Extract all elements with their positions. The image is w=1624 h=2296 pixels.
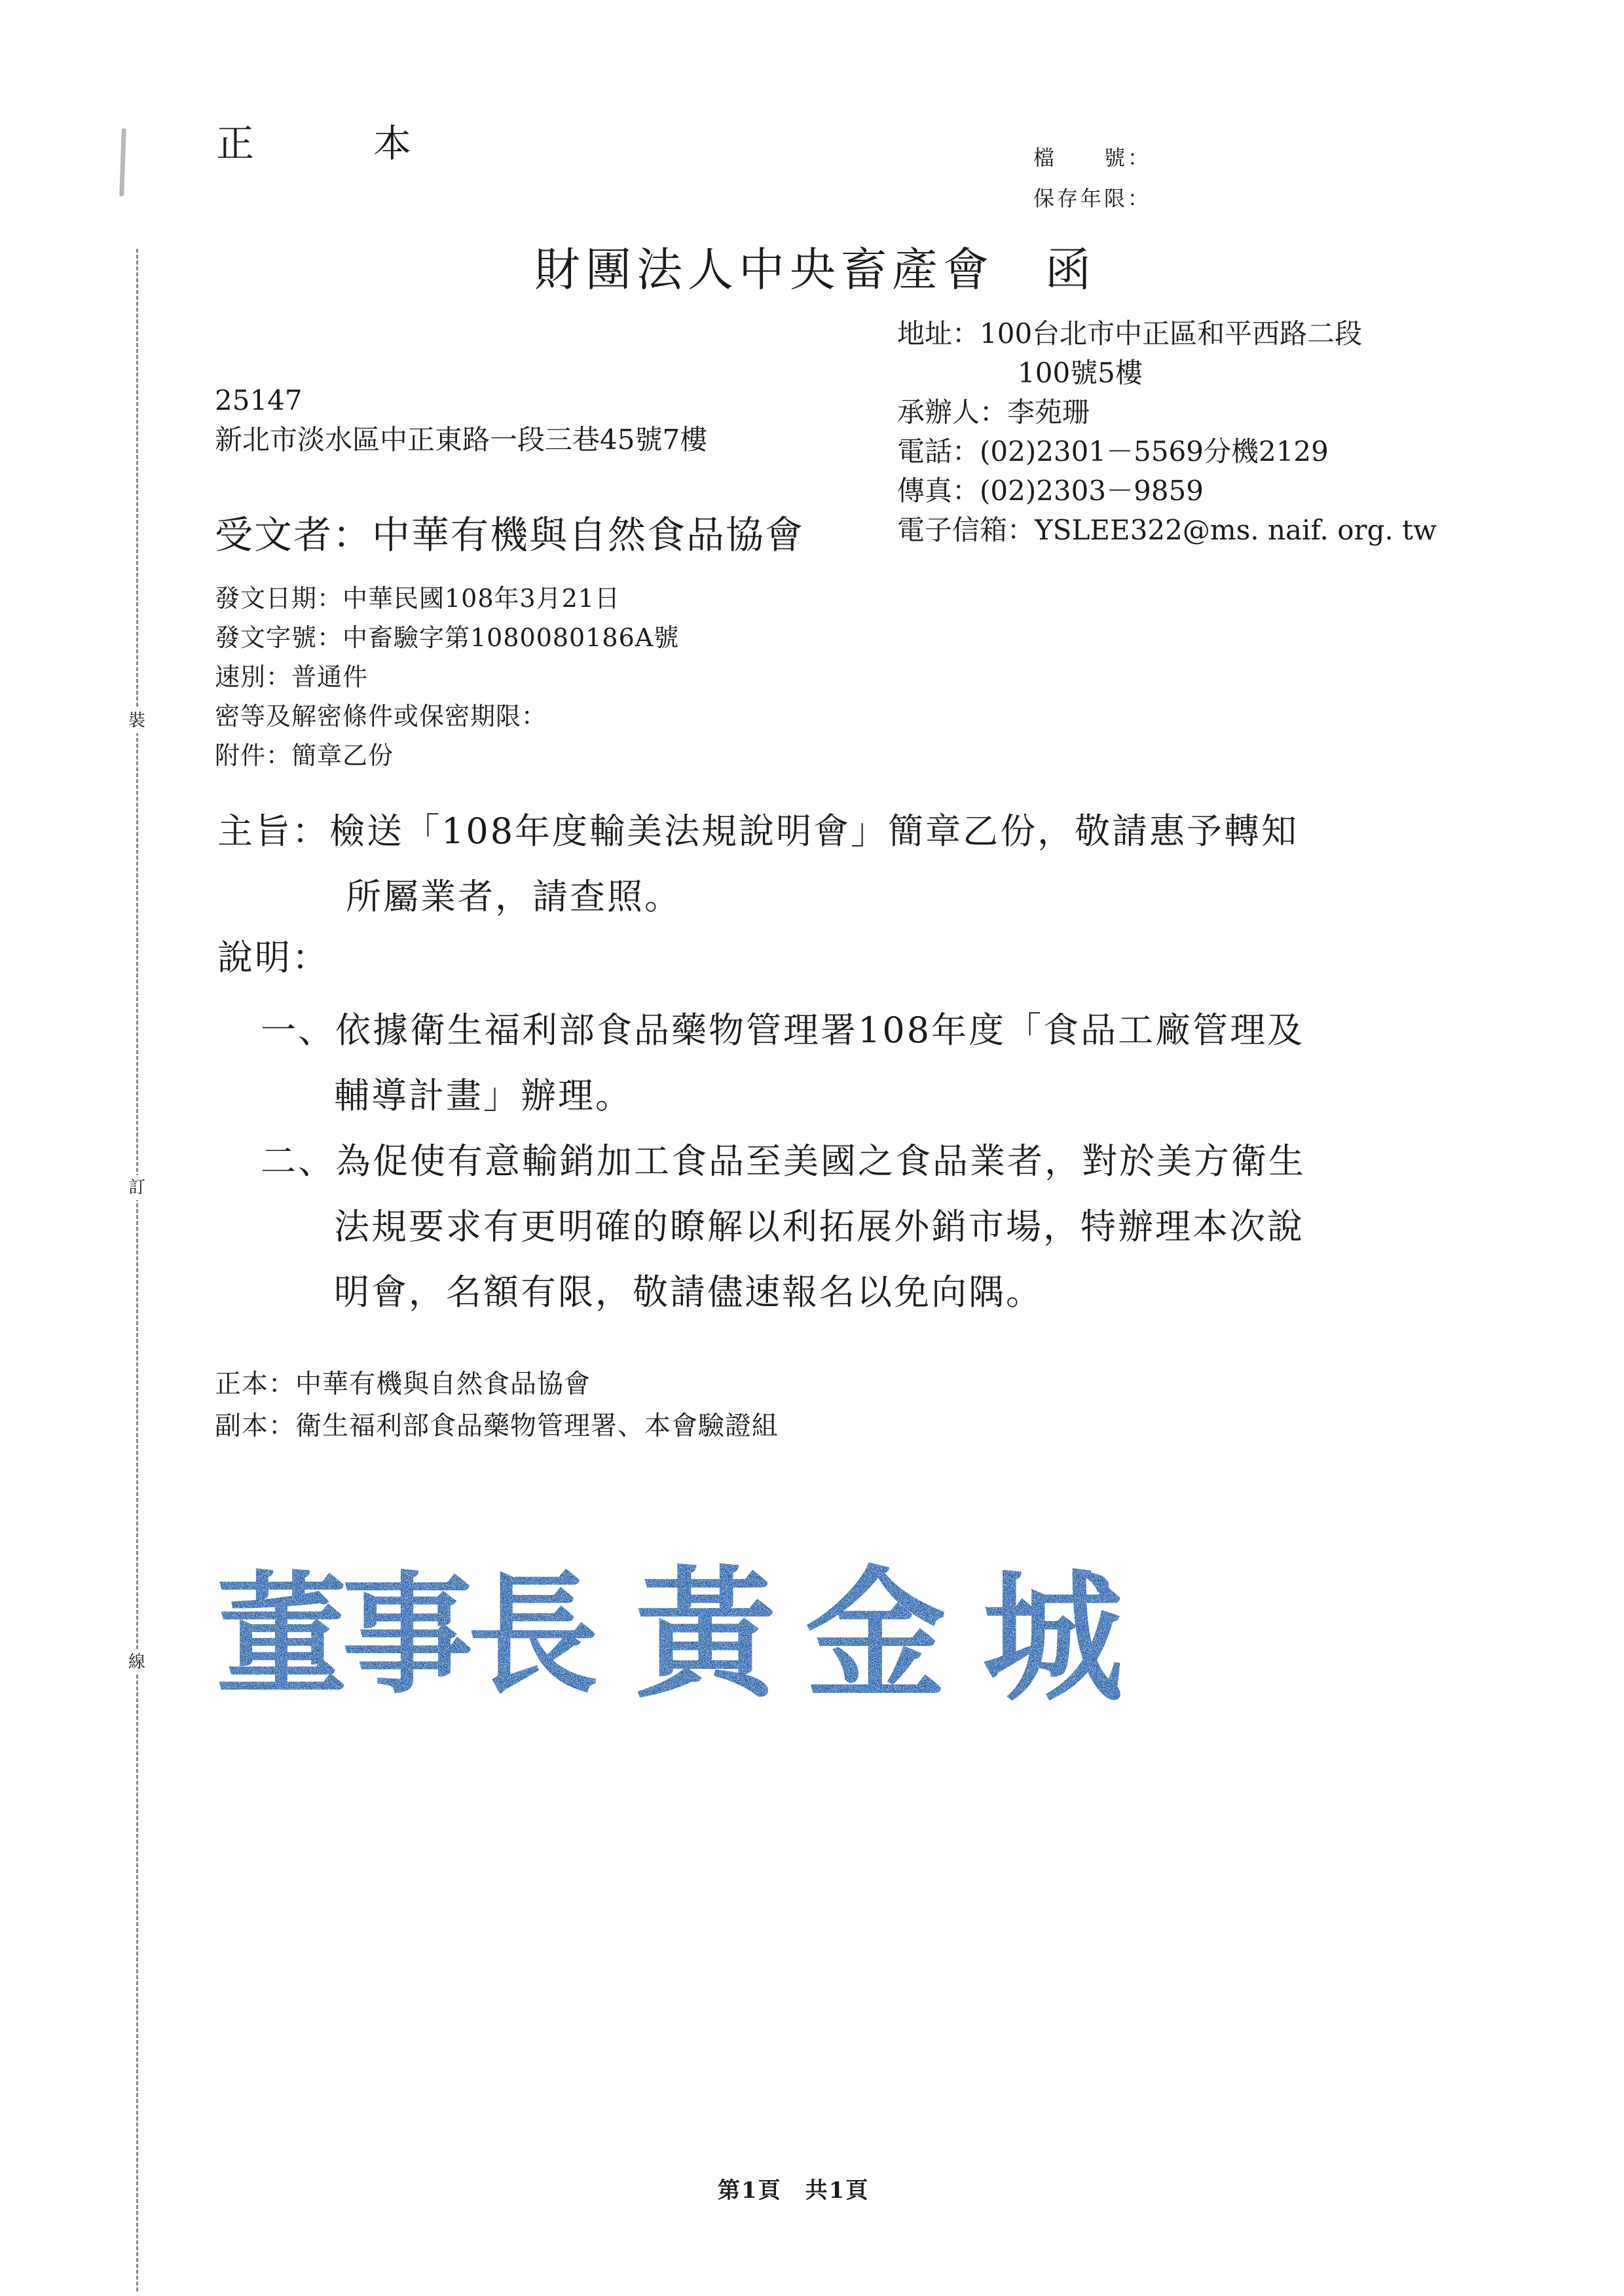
pencil-mark (119, 128, 126, 196)
fax: 傳真：(02)2303－9859 (897, 475, 1204, 507)
page-footer: 第1頁 共1頁 (718, 2178, 870, 2204)
explanation-label: 說明： (217, 937, 329, 978)
explanation-item1-line1: 一、依據衛生福利部食品藥物管理署108年度「食品工廠管理及 (261, 1010, 1305, 1051)
distribution (215, 1363, 779, 1447)
sender-contact-block (897, 314, 1437, 550)
email: 電子信箱：YSLEE322@ms. naif. org. tw (897, 514, 1437, 546)
explanation-item (261, 998, 1306, 1129)
subject-line1: 主旨：檢送「108年度輸美法規說明會」簡章乙份，敬請惠予轉知 (217, 811, 1299, 852)
explanation-item (261, 1129, 1306, 1325)
binding-mark-zhuang: 裝 (128, 708, 145, 733)
retention-period-label: 保存年限： (1033, 186, 1152, 211)
binding-mark-xian: 線 (128, 1650, 145, 1675)
phone: 電話：(02)2301－5569分機2129 (897, 435, 1329, 467)
signature-graphic (210, 1540, 1205, 1710)
issue-date: 發文日期：中華民國108年3月21日 (215, 584, 621, 613)
original-recipient: 正本：中華有機與自然食品協會 (215, 1369, 591, 1399)
binding-mark-ding: 訂 (128, 1175, 145, 1200)
copy-recipients: 副本：衛生福利部食品藥物管理署、本會驗證組 (215, 1411, 779, 1441)
svg-text:城: 城 (982, 1555, 1123, 1710)
file-fields (1033, 137, 1151, 219)
recipient-street-address: 新北市淡水區中正東路一段三巷45號7樓 (215, 424, 708, 456)
handler: 承辦人：李苑珊 (897, 396, 1090, 428)
subject (217, 799, 1299, 930)
explanation-item1-line2: 輔導計畫」辦理。 (334, 1075, 633, 1116)
binding-line (136, 249, 138, 2291)
chairman-signature-stamp (210, 1540, 1205, 1710)
subject-line2: 所屬業者，請查照。 (346, 876, 682, 917)
sender-address-line1: 地址：100台北市中正區和平西路二段 (897, 318, 1363, 350)
original-copy-mark: 正 本 (216, 121, 452, 166)
secrecy-level: 密等及解密條件或保密期限： (215, 702, 547, 731)
document-number: 發文字號：中畜驗字第1080080186A號 (215, 623, 680, 652)
file-number-label: 檔 號： (1033, 145, 1152, 170)
explanation-item2-line1: 二、為促使有意輸銷加工食品至美國之食品業者，對於美方衛生 (261, 1140, 1306, 1182)
svg-text:黃: 黃 (635, 1552, 776, 1710)
explanation-item2-line2: 法規要求有更明確的瞭解以利拓展外銷市場，特辦理本次說 (334, 1206, 1304, 1247)
attachment: 附件：簡章乙份 (215, 741, 394, 770)
document-title: 財團法人中央畜產會 函 (534, 243, 1096, 297)
document-meta (215, 579, 679, 775)
recipient-address (215, 381, 707, 460)
delivery-speed: 速別：普通件 (215, 663, 369, 691)
svg-text:金: 金 (805, 1552, 946, 1710)
svg-text:董事長: 董事長 (216, 1558, 594, 1710)
recipient-postcode: 25147 (215, 384, 303, 416)
sender-address-line2: 100號5樓 (1018, 357, 1143, 389)
explanation-item2-line3: 明會，名額有限，敬請儘速報名以免向隅。 (334, 1271, 1043, 1313)
addressee: 受文者：中華有機與自然食品協會 (215, 513, 805, 557)
explanation-items (261, 998, 1306, 1325)
